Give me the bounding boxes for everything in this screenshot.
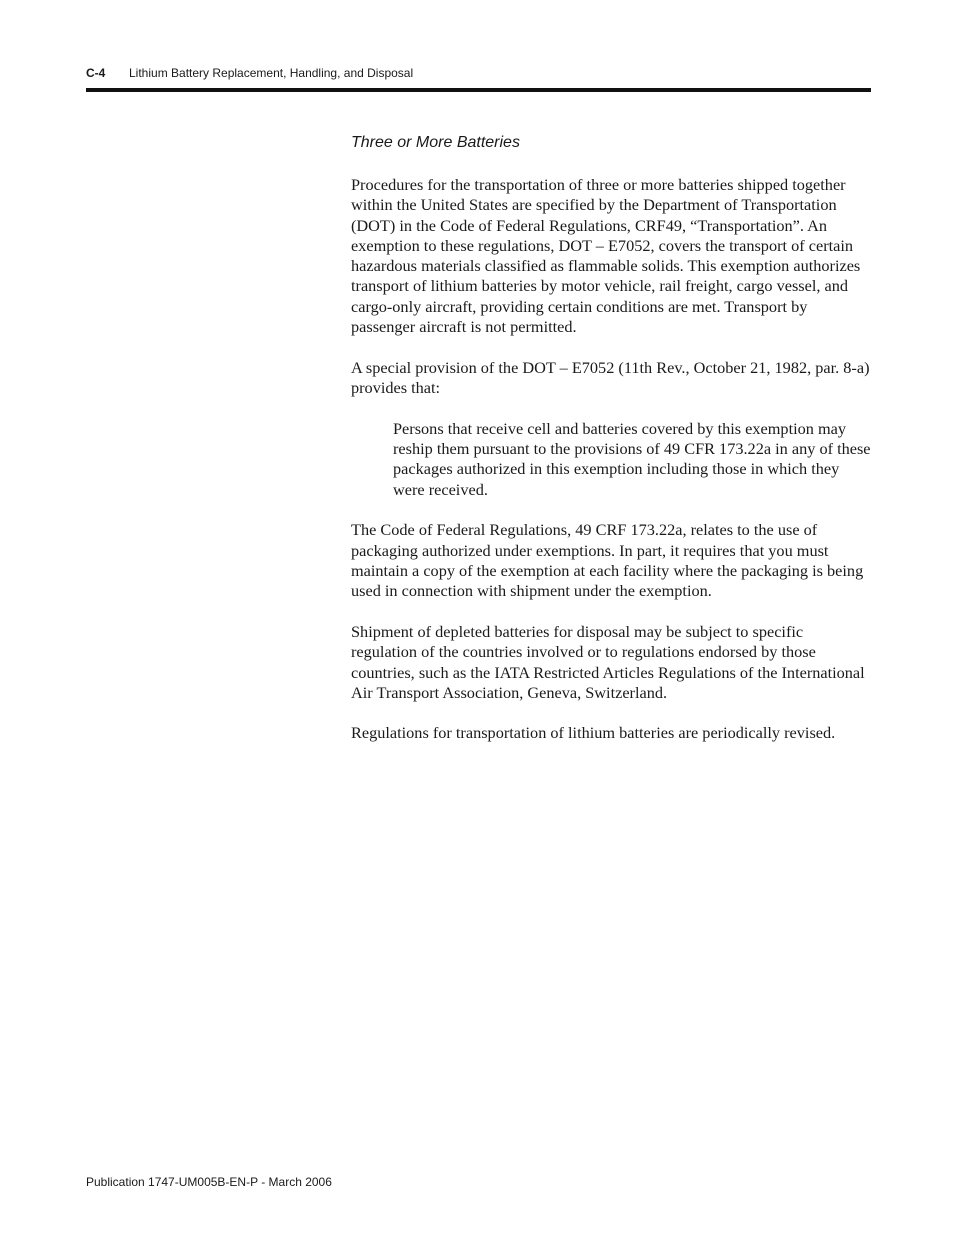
page-footer: Publication 1747-UM005B-EN-P - March 2006: [86, 1175, 332, 1189]
paragraph-transport-procedures: Procedures for the transportation of three or more batteries shipped together within the United States are specified by the Department of Transportation (DOT) in the Code of Federal Regulations, CRF49, “Transportation”. An exemption to these regulations, DOT – E7052, covers the transport of certain hazardous materials classified as flammable solids. This exemption authorizes transport of lithium batteries by motor vehicle, rail freight, cargo vessel, and cargo-only aircraft, providing certain conditions are met. Transport by passenger aircraft is not permitted.: [351, 175, 861, 337]
main-content: [351, 132, 871, 764]
page-header: [86, 66, 871, 86]
section-heading: Three or More Batteries: [351, 134, 520, 151]
paragraph-special-provision: A special provision of the DOT – E7052 (11th Rev., October 21, 1982, par. 8-a) provides that:: [351, 357, 870, 398]
paragraph-cfr-packaging: The Code of Federal Regulations, 49 CRF 173.22a, relates to the use of packaging authorized under exemptions. In part, it requires that you must maintain a copy of the exemption at each facility where the packaging is being used in connection with shipment under the exemption.: [351, 520, 864, 601]
running-title: Lithium Battery Replacement, Handling, and Disposal: [129, 66, 414, 80]
paragraph-disposal-shipment: Shipment of depleted batteries for disposal may be subject to specific regulation of the countries involved or to regulations endorsed by those countries, such as the IATA Restricted Articles Regulations of the International Air Transport Association, Geneva, Switzerland.: [351, 621, 865, 702]
page-number: C-4: [86, 66, 106, 80]
paragraph-regulations-revised: Regulations for transportation of lithium batteries are periodically revised.: [351, 723, 836, 743]
header-rule: [86, 88, 871, 92]
block-quote-reship: Persons that receive cell and batteries covered by this exemption may reship them pursuant to the provisions of 49 CFR 173.22a in any of these packages authorized in this exemption including those in which they were received.: [393, 418, 871, 499]
